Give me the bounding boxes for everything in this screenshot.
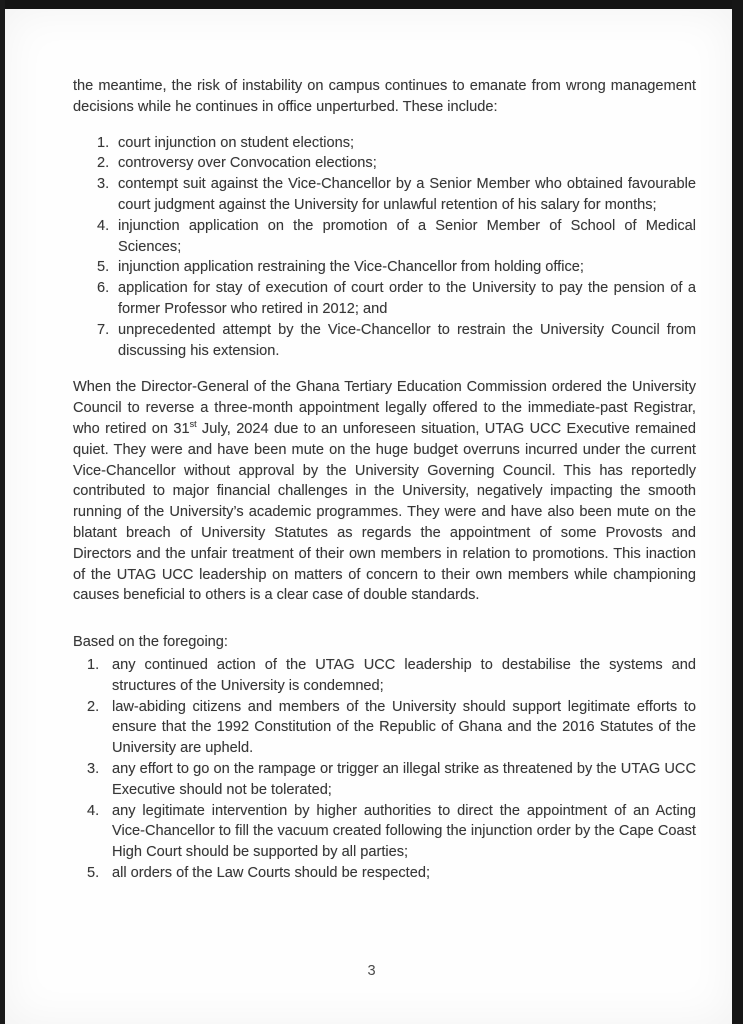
photo-border-top: [0, 0, 743, 9]
list-item-text: court injunction on student elections;: [118, 134, 355, 151]
list-item-text: any legitimate intervention by higher authorities to direct the appointment of an Acting Vice-Chancellor to fill the vacuum created following the injunction order by the Cape Coast High Court should be supported by all parties;: [112, 802, 696, 861]
based-on-foregoing-line: Based on the foregoing:: [73, 634, 228, 651]
list-item: [97, 174, 696, 216]
list-item-text: law-abiding citizens and members of the University should support legitimate efforts to ensure that the 1992 Constitution of the Republic of Ghana and the 2016 Statutes of the University are upheld.: [112, 698, 696, 757]
utag-paragraph-part2: July, 2024 due to an unforeseen situation, UTAG UCC Executive remained quiet. They were and have been mute on the huge budget overruns incurred under the current Vice-Chancellor without approval by the University Governing Council. This has reportedly contributed to major financial challenges in the University, negatively impacting the smooth running of the University’s academic programmes. They were and have also been mute on the blatant breach of University Statutes as regards the appointment of some Provosts and Directors and the unfair treatment of their own members in relation to promotions. This inaction of the UTAG UCC leadership on matters of concern to their own members while championing causes beneficial to others is a clear case of double standards.: [73, 420, 696, 604]
issues-list: [73, 133, 696, 362]
document-page: [5, 9, 732, 1024]
list-item: [97, 153, 696, 174]
list-item: [87, 697, 696, 759]
list-item-number: 3.: [87, 760, 100, 777]
list-item-number: 2.: [87, 698, 100, 715]
list-item: [97, 257, 696, 278]
list-item-number: 5.: [87, 864, 100, 881]
list-item-text: unprecedented attempt by the Vice-Chancellor to restrain the University Council from discussing his extension.: [118, 321, 696, 359]
list-item-number: 6.: [97, 280, 110, 297]
list-item-text: controversy over Convocation elections;: [118, 155, 377, 172]
list-item-number: 5.: [97, 259, 110, 276]
list-item-text: application for stay of execution of court order to the University to pay the pension of a former Professor who retired in 2012; and: [118, 280, 696, 317]
list-item: [97, 320, 696, 362]
list-item-number: 2.: [97, 155, 110, 172]
list-item: [97, 278, 696, 320]
list-item-text: injunction application restraining the Vice-Chancellor from holding office;: [118, 259, 584, 276]
list-item-text: contempt suit against the Vice-Chancellor by a Senior Member who obtained favourable court judgment against the University for unlawful retention of his salary for months;: [118, 176, 696, 213]
list-item: [87, 801, 696, 863]
photo-border-right: [732, 0, 743, 1024]
list-item: [87, 655, 696, 697]
list-item-text: any effort to go on the rampage or trigger an illegal strike as threatened by the UTAG UCC Executive should not be tolerated;: [112, 760, 696, 798]
list-item-text: all orders of the Law Courts should be respected;: [112, 864, 430, 881]
list-item-number: 4.: [97, 217, 110, 234]
ordinal-superscript: st: [189, 419, 197, 430]
utag-paragraph-part1: When the Director-General of the Ghana Tertiary Education Commission ordered the University Council to reverse a three-month appointment legally offered to the immediate-past Registrar, who retired on 31: [73, 379, 696, 437]
list-item-number: 3.: [97, 176, 110, 193]
list-item-number: 1.: [87, 656, 100, 673]
page-number: 3: [367, 963, 376, 979]
list-item: [97, 216, 696, 258]
list-item-number: 1.: [97, 134, 110, 151]
list-item-number: 4.: [87, 802, 100, 819]
utag-paragraph: [73, 377, 696, 606]
list-item: [87, 863, 696, 884]
photo-border-left: [0, 0, 5, 1024]
list-item: [87, 759, 696, 801]
resolutions-list: [73, 655, 696, 884]
intro-paragraph: the meantime, the risk of instability on campus continues to emanate from wrong management decisions while he continues in office unperturbed. These include:: [73, 78, 696, 115]
list-item-text: injunction application on the promotion of a Senior Member of School of Medical Sciences;: [118, 217, 696, 255]
list-item-text: any continued action of the UTAG UCC leadership to destabilise the systems and structures of the University is condemned;: [112, 656, 696, 694]
list-item: [97, 133, 696, 154]
list-item-number: 7.: [97, 321, 110, 338]
